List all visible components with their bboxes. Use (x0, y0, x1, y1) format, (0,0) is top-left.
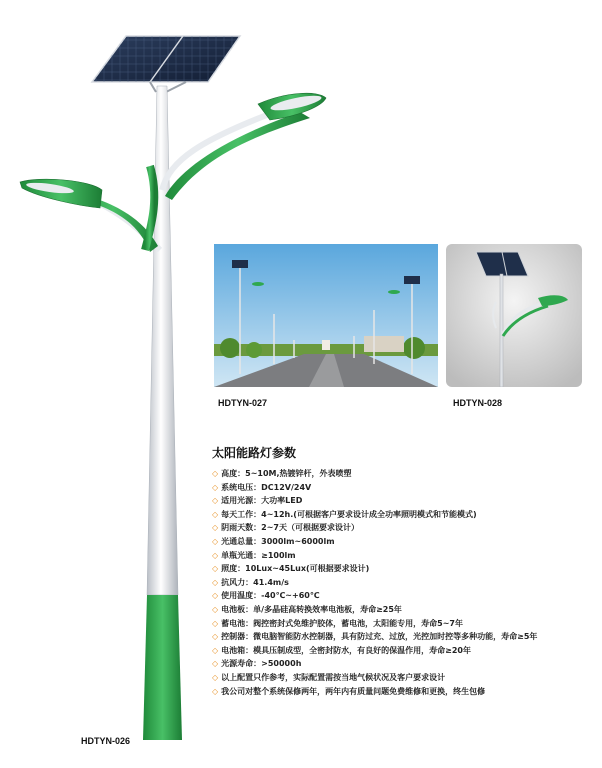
main-lamp-caption: HDTYN-026 (81, 736, 131, 746)
solar-panel (92, 36, 240, 92)
diamond-bullet-icon: ◇ (212, 482, 219, 492)
list-item: ◇ 电池箱：模具压制成型，全密封防水，有良好的保温作用，寿命≥20年 (212, 645, 471, 655)
list-item: ◇ 光源寿命：>50000h (212, 659, 302, 669)
list-item: ◇ 以上配置只作参考，实际配置需按当地气候状况及客户要求设计 (212, 672, 446, 682)
diamond-bullet-icon: ◇ (212, 496, 219, 506)
list-item: ◇ 照度：10Lux~45Lux(可根据要求设计) (212, 564, 370, 574)
list-item: ◇ 控制器：微电脑智能防水控制器，具有防过充、过放，光控加时控等多种功能，寿命≥5年 (212, 632, 538, 642)
diamond-bullet-icon: ◇ (212, 591, 219, 601)
diamond-bullet-icon: ◇ (212, 536, 219, 546)
list-item: ◇ 电池板：单/多晶硅高转换效率电池板，寿命≥25年 (212, 604, 402, 614)
list-item: ◇ 高度：5~10M,热镀锌杆，外表喷塑 (212, 469, 352, 478)
diamond-bullet-icon: ◇ (212, 604, 219, 614)
specs-list (212, 467, 537, 698)
diamond-bullet-icon: ◇ (212, 550, 219, 560)
list-item: ◇ 每天工作：4~12h.(可根据客户要求设计成全功率照明模式和节能模式) (212, 509, 477, 519)
list-item: ◇ 光通总量：3000lm~6000lm (212, 536, 335, 546)
diamond-bullet-icon: ◇ (212, 632, 219, 642)
list-item: ◇ 适用光源：大功率LED (212, 496, 303, 506)
list-item: ◇ 系统电压：DC12V/24V (212, 482, 312, 492)
diamond-bullet-icon: ◇ (212, 469, 219, 478)
single-lamp-photo (446, 244, 582, 387)
list-item: ◇ 使用温度：-40℃~+60℃ (212, 591, 320, 601)
specs-title: 太阳能路灯参数 (212, 446, 297, 460)
list-item: ◇ 我公司对整个系统保修两年，两年内有质量问题免费维修和更换，终生包修 (212, 686, 486, 696)
list-item: ◇ 阴雨天数：2~7天（可根据要求设计） (212, 523, 359, 533)
list-item: ◇ 抗风力：41.4m/s (212, 577, 289, 587)
photo1-caption: HDTYN-027 (218, 398, 268, 408)
diamond-bullet-icon: ◇ (212, 659, 219, 669)
diamond-bullet-icon: ◇ (212, 672, 219, 682)
diamond-bullet-icon: ◇ (212, 523, 219, 533)
left-lamp-arm (20, 166, 160, 252)
diamond-bullet-icon: ◇ (212, 686, 219, 696)
street-scene-photo (214, 244, 438, 387)
list-item: ◇ 单瓶光通：≥100lm (212, 550, 296, 560)
diamond-bullet-icon: ◇ (212, 618, 219, 628)
photo2-caption: HDTYN-028 (453, 398, 503, 408)
diamond-bullet-icon: ◇ (212, 645, 219, 655)
diamond-bullet-icon: ◇ (212, 564, 219, 574)
diamond-bullet-icon: ◇ (212, 577, 219, 587)
list-item: ◇ 蓄电池：阀控密封式免维护胶体，蓄电池，太阳能专用，寿命5~7年 (212, 618, 463, 628)
diamond-bullet-icon: ◇ (212, 509, 219, 519)
right-lamp-arm (162, 93, 326, 200)
